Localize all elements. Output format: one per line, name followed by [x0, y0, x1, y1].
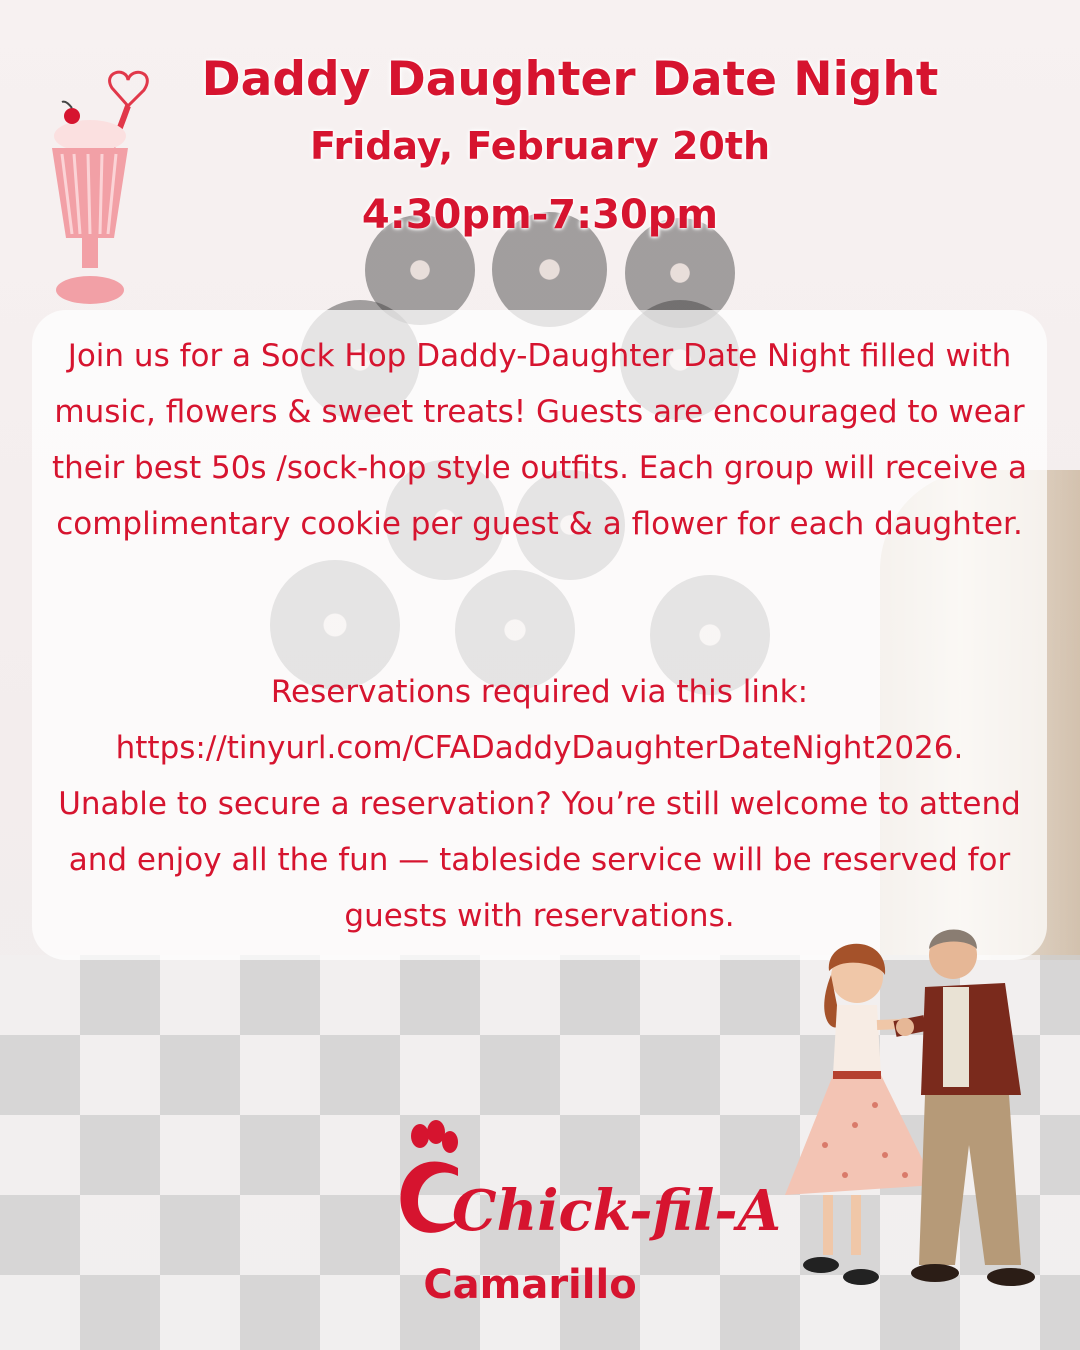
- walkin-note: Unable to secure a reservation? You’re still welcome to attend and enjoy all the fun — tableside service will be reserved for guests with reservations.: [58, 786, 1021, 934]
- event-date: Friday, February 20th: [309, 124, 771, 168]
- dancing-couple-illustration: [785, 905, 1055, 1315]
- event-title: Daddy Daughter Date Night: [201, 52, 939, 107]
- reservation-link[interactable]: https://tinyurl.com/CFADaddyDaughterDateNight2026.: [115, 730, 964, 766]
- reservation-info: [32, 664, 1047, 944]
- chick-fil-a-logo: [380, 1118, 782, 1258]
- info-card: [32, 310, 1047, 960]
- location-name: Camarillo: [423, 1262, 637, 1308]
- event-time: 4:30pm-7:30pm: [361, 192, 719, 238]
- logo-wordmark: Chick-fil-A: [452, 1178, 782, 1244]
- event-description: Join us for a Sock Hop Daddy-Daughter Date Night filled with music, flowers & sweet treats! Guests are encouraged to wear their best 50s /sock-hop style outfits. Each group will receive a complimentary cookie per guest & a flower for each daughter.: [51, 338, 1028, 542]
- reservations-label: Reservations required via this link:: [270, 674, 809, 710]
